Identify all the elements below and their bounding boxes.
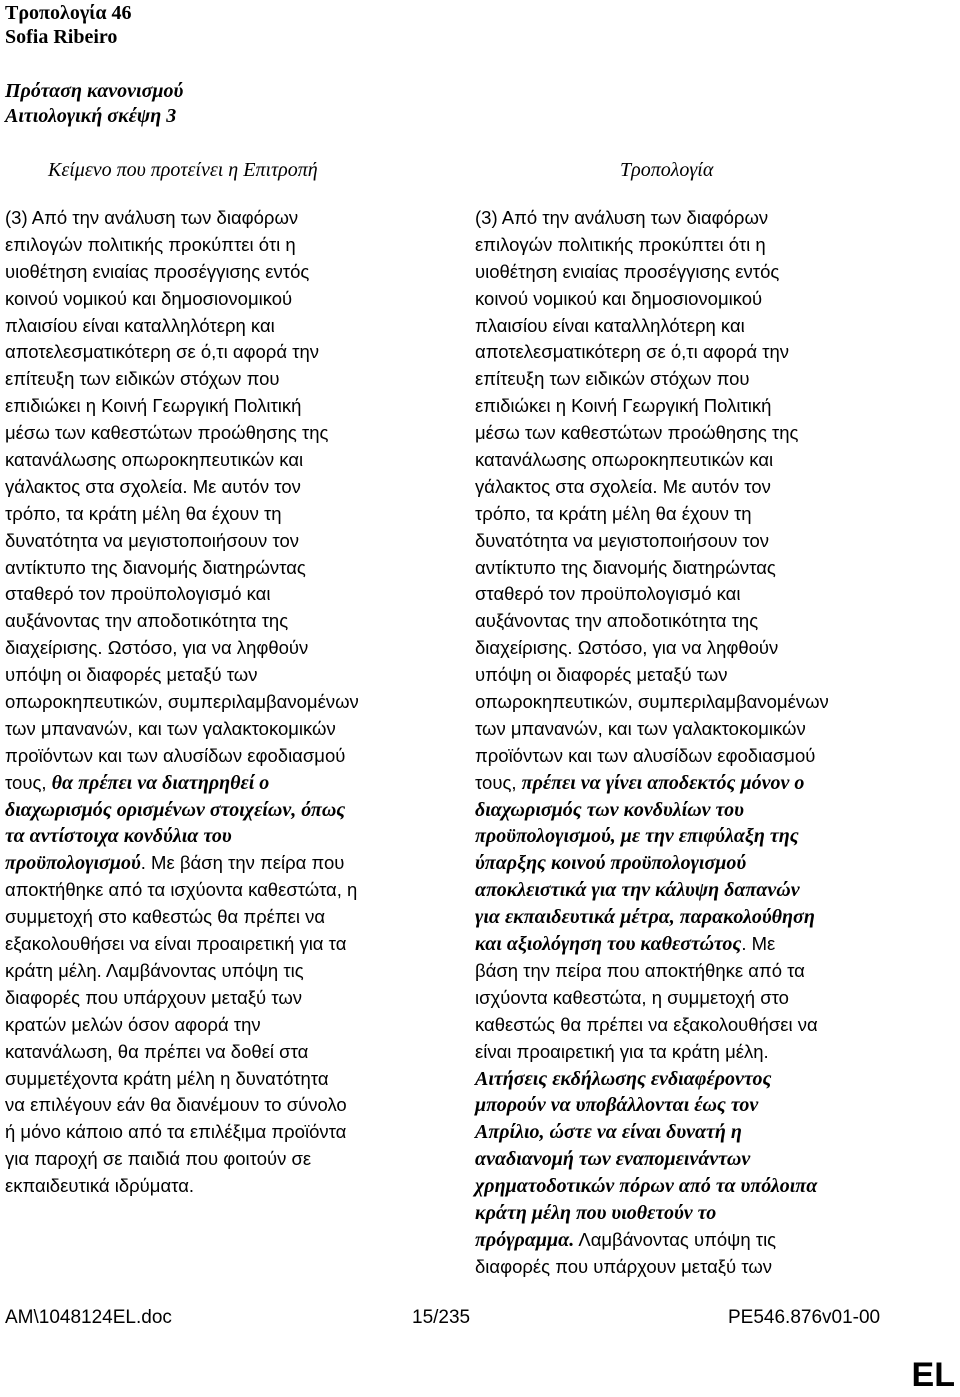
text-line: πλαισίου είναι καταλληλότερη και xyxy=(475,314,745,336)
text-line: είναι προαιρετική για τα κράτη μέλη. xyxy=(475,1040,769,1062)
text-line: προϊόντων και των αλυσίδων εφοδιασμού xyxy=(475,744,816,766)
text-line: διαφορές που υπάρχουν μεταξύ των xyxy=(475,1255,773,1277)
amended-text-line: χρηματοδοτικών πόρων από τα υπόλοιπα xyxy=(475,1175,818,1198)
text-line: να επιλέγουν εάν θα διανέμουν το σύνολο xyxy=(5,1094,347,1116)
text-line: επιλογών πολιτικής προκύπτει ότι η xyxy=(5,233,296,255)
text-line: οπωροκηπευτικών, συμπεριλαμβανομένων xyxy=(5,691,359,713)
left-column-title: Κείμενο που προτείνει η Επιτροπή xyxy=(48,159,318,181)
deleted-text: θα πρέπει να διατηρηθεί ο xyxy=(51,771,270,794)
text-line: αποτελεσματικότερη σε ό,τι αφορά την xyxy=(5,341,320,363)
text-line: δυνατότητα να μεγιστοποιήσουν τον xyxy=(5,529,300,551)
amended-text-line: αποκλειστικά για την κάλυψη δαπανών xyxy=(475,879,800,902)
text-line: αυξάνοντας την αποδοτικότητα της xyxy=(5,610,289,632)
text-line: δυνατότητα να μεγιστοποιήσουν τον xyxy=(475,529,770,551)
right-column-title: Τροπολογία xyxy=(620,159,714,181)
text-fragment: . Με βάση την πείρα που xyxy=(140,852,345,874)
text-line: μέσω των καθεστώτων προώθησης της xyxy=(5,422,329,444)
text-fragment: τους, xyxy=(5,771,52,793)
text-line: για παροχή σε παιδιά που φοιτούν σε xyxy=(5,1148,312,1170)
text-line: συμμετέχοντα κράτη μέλη η δυνατότητα xyxy=(5,1067,329,1089)
amended-text: και αξιολόγηση του καθεστώτος xyxy=(475,933,742,956)
pe-reference: PE546.876v01-00 xyxy=(728,1307,881,1328)
text-line: κατανάλωσης οπωροκηπευτικών και xyxy=(5,449,304,471)
language-code: EL xyxy=(911,1356,955,1394)
amended-text-line: για εκπαιδευτικά μέτρα, παρακολούθηση xyxy=(475,906,815,929)
amendment-number: Τροπολογία 46 xyxy=(5,2,132,24)
amended-text-line: διαχωρισμός των κονδυλίων του xyxy=(475,798,744,821)
amended-text-line: αναδιανομή των εναπομεινάντων xyxy=(475,1148,751,1171)
author-name: Sofia Ribeiro xyxy=(5,26,118,48)
text-line xyxy=(5,823,405,850)
text-line: τρόπο, τα κράτη μέλη θα έχουν τη xyxy=(5,502,282,524)
text-line: κατανάλωσης οπωροκηπευτικών και xyxy=(475,449,774,471)
text-line: ισχύοντα καθεστώτα, η συμμετοχή στο xyxy=(475,986,789,1008)
text-line xyxy=(5,850,405,877)
recital-label: Αιτιολογική σκέψη 3 xyxy=(5,105,177,127)
text-line: υιοθέτηση ενιαίας προσέγγισης εντός xyxy=(475,260,780,282)
text-line: των μπανανών, και των γαλακτοκομικών xyxy=(475,717,806,739)
amendment-text xyxy=(475,205,875,1281)
text-line: αυξάνοντας την αποδοτικότητα της xyxy=(475,610,759,632)
text-line: αντίκτυπο της διανομής διατηρώντας xyxy=(475,556,776,578)
text-line: εξακολουθήσει να είναι προαιρετική για τα xyxy=(5,933,347,955)
deleted-text: διαχωρισμός ορισμένων στοιχείων, όπως xyxy=(5,798,346,821)
text-line: κοινού νομικού και δημοσιονομικού xyxy=(475,287,763,309)
amended-text-line: προϋπολογισμού, με την επιφύλαξη της xyxy=(475,825,799,848)
text-line: πλαισίου είναι καταλληλότερη και xyxy=(5,314,275,336)
text-line: προϊόντων και των αλυσίδων εφοδιασμού xyxy=(5,744,346,766)
text-line: υιοθέτηση ενιαίας προσέγγισης εντός xyxy=(5,260,310,282)
deleted-text: τα αντίστοιχα κονδύλια του xyxy=(5,825,232,848)
text-line: κατανάλωση, θα πρέπει να δοθεί στα xyxy=(5,1040,309,1062)
text-line xyxy=(5,797,405,824)
text-line: υπόψη οι διαφορές μεταξύ των xyxy=(5,664,258,686)
amended-text: πρέπει να γίνει αποδεκτός μόνον ο xyxy=(521,771,805,794)
text-line: σταθερό τον προϋπολογισμό και xyxy=(475,583,741,605)
text-line: (3) Από την ανάλυση των διαφόρων xyxy=(475,207,769,228)
amended-text-line: Απρίλιο, ώστε να είναι δυνατή η xyxy=(475,1121,742,1144)
proposal-label: Πρόταση κανονισμού xyxy=(5,80,184,102)
text-line xyxy=(475,1227,875,1254)
text-line: διαχείρισης. Ωστόσο, για να ληφθούν xyxy=(475,637,779,659)
text-line: κοινού νομικού και δημοσιονομικού xyxy=(5,287,293,309)
deleted-text: προϋπολογισμού xyxy=(5,852,141,875)
text-line: των μπανανών, και των γαλακτοκομικών xyxy=(5,717,336,739)
text-line: σταθερό τον προϋπολογισμό και xyxy=(5,583,271,605)
text-line: υπόψη οι διαφορές μεταξύ των xyxy=(475,664,728,686)
text-fragment: . Με xyxy=(741,933,776,955)
text-line: ή μόνο κάποιο από τα επιλέξιμα προϊόντα xyxy=(5,1121,347,1143)
text-fragment: Λαμβάνοντας υπόψη τις xyxy=(574,1228,777,1250)
text-line: βάση την πείρα που αποκτήθηκε από τα xyxy=(475,959,805,981)
amended-text-line: ύπαρξης κοινού προϋπολογισμού xyxy=(475,852,747,875)
text-line: επίτευξη των ειδικών στόχων που xyxy=(5,368,280,390)
text-line: συμμετοχή στο καθεστώς θα πρέπει να xyxy=(5,906,326,928)
page-number: 15/235 xyxy=(412,1307,471,1328)
text-line xyxy=(475,931,875,958)
amended-text-line: μπορούν να υποβάλλονται έως τον xyxy=(475,1094,759,1117)
text-line: επιδιώκει η Κοινή Γεωργική Πολιτική xyxy=(475,395,772,417)
text-line xyxy=(475,770,875,797)
text-line: οπωροκηπευτικών, συμπεριλαμβανομένων xyxy=(475,691,829,713)
text-line: μέσω των καθεστώτων προώθησης της xyxy=(475,422,799,444)
text-line: (3) Από την ανάλυση των διαφόρων xyxy=(5,207,299,228)
text-line: διαφορές που υπάρχουν μεταξύ των xyxy=(5,986,303,1008)
text-line: γάλακτος στα σχολεία. Με αυτόν τον xyxy=(5,475,301,497)
text-line: αποκτήθηκε από τα ισχύοντα καθεστώτα, η xyxy=(5,879,358,901)
text-line xyxy=(5,770,405,797)
text-line: εκπαιδευτικά ιδρύματα. xyxy=(5,1175,195,1197)
text-line: γάλακτος στα σχολεία. Με αυτόν τον xyxy=(475,475,771,497)
doc-reference: AM\1048124EL.doc xyxy=(5,1307,172,1328)
amended-text-line: κράτη μέλη που υιοθετούν το xyxy=(475,1201,717,1224)
amended-text: πρόγραμμα. xyxy=(475,1228,575,1251)
text-line: καθεστώς θα πρέπει να εξακολουθήσει να xyxy=(475,1013,818,1035)
commission-text xyxy=(5,205,405,1200)
text-line: κράτη μέλη. Λαμβάνοντας υπόψη τις xyxy=(5,959,304,981)
text-line: κρατών μελών όσον αφορά την xyxy=(5,1013,261,1035)
text-line: επιδιώκει η Κοινή Γεωργική Πολιτική xyxy=(5,395,302,417)
amended-text-line: Αιτήσεις εκδήλωσης ενδιαφέροντος xyxy=(475,1067,772,1090)
text-fragment: τους, xyxy=(475,771,522,793)
text-line: αντίκτυπο της διανομής διατηρώντας xyxy=(5,556,306,578)
text-line: τρόπο, τα κράτη μέλη θα έχουν τη xyxy=(475,502,752,524)
text-line: επιλογών πολιτικής προκύπτει ότι η xyxy=(475,233,766,255)
text-line: αποτελεσματικότερη σε ό,τι αφορά την xyxy=(475,341,790,363)
text-line: διαχείρισης. Ωστόσο, για να ληφθούν xyxy=(5,637,309,659)
text-line: επίτευξη των ειδικών στόχων που xyxy=(475,368,750,390)
